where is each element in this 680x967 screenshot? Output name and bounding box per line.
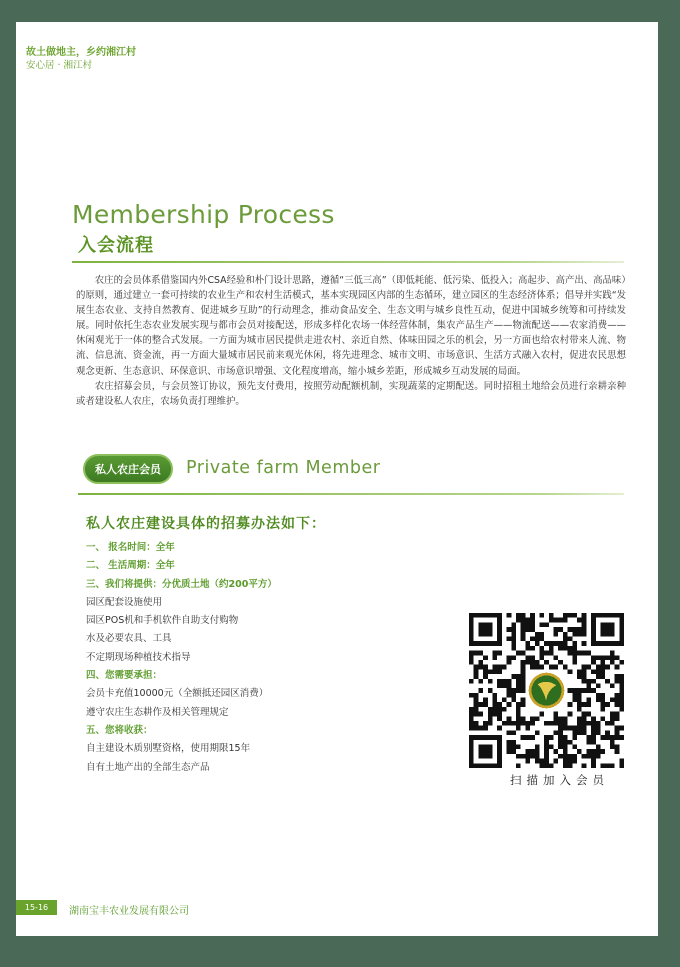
list-item: 五、您将收获： (86, 724, 153, 736)
header-subtitle: 安心居 · 湘江村 (26, 60, 93, 71)
title-divider (72, 261, 624, 263)
page-number: 15-16 (16, 900, 57, 915)
list-item: 会员卡充值10000元（全额抵还园区消费） (86, 688, 269, 700)
recruit-list (86, 539, 446, 777)
intro-paragraph-1: 农庄的会员体系借鉴国内外CSA经验和朴门设计思路，遵循“三低三高”（即低耗能、低污染、低投入；高起步、高产出、高品味）的原则，通过建立一套可持续的农业生产和农村生活模式，基本实现园区内部的生态循环，建立园区的生态经济体系；倡导并实践“发展生态农业、支持自然教育、促进城乡互助”的行动理念，推动食品安全、生态文明与城乡良性互动，促进中国城乡统筹和可持续发展。同时依托生态农业发展实现与都市会员对接配送，形成多样化农场一体经营体制，集农产品生产——物流配送——农家消费——休闲观光于一体的整合式发展。一方面为城市居民提供走进农村、亲近自然、体味田园之乐的机会，另一方面也给农村带来人流、物流、信息流、资金流，再一方面大量城市居民前来观光休闲，将先进理念、城市文明、市场意识、生活方式融入农村，促进农民思想观念更新、生态意识、环保意识、市场意识增强、文化程度增高，缩小城乡差距，形成城乡互动发展的局面。 (76, 275, 626, 377)
section-title-en: Membership Process (72, 200, 335, 229)
list-item: 四、您需要承担： (86, 670, 163, 682)
qr-finder-top-right (591, 613, 624, 646)
qr-finder-top-left (469, 613, 502, 646)
intro-text (76, 273, 626, 409)
recruit-title: 私人农庄建设具体的招募办法如下： (86, 516, 326, 532)
intro-paragraph-2: 农庄招募会员，与会员签订协议，预先支付费用，按照劳动配额机制，实现蔬菜的定期配送。同时招租土地给会员进行亲耕亲种或者建设私人农庄，农场负责打理维护。 (76, 380, 626, 407)
qr-caption: 扫描加入会员 (510, 773, 609, 787)
logo-icon (526, 670, 566, 710)
brochure-page (16, 22, 658, 936)
qr-code[interactable] (469, 613, 624, 768)
list-item: 自有土地产出的全部生态产品 (86, 761, 210, 773)
member-divider (78, 493, 624, 495)
header-slogan: 故土做地主，乡约湘江村 (26, 47, 136, 58)
list-item: 水及必要农具、工具 (86, 633, 172, 645)
list-item: 园区配套设施使用 (86, 596, 163, 608)
member-title-en: Private farm Member (186, 458, 381, 478)
list-item: 一、 报名时间：全年 (86, 542, 175, 553)
list-item: 不定期现场种植技术指导 (86, 651, 191, 663)
list-item: 二、 生活周期：全年 (86, 560, 175, 572)
list-item: 园区POS机和手机软件自助支付购物 (86, 615, 239, 627)
company-name: 湖南宝丰农业发展有限公司 (69, 906, 189, 917)
qr-finder-bottom-left (469, 735, 502, 768)
list-item: 三、我们将提供：分优质土地（约200平方） (86, 578, 277, 590)
list-item: 自主建设木质别墅资格，使用期限15年 (86, 743, 251, 755)
member-badge: 私人农庄会员 (83, 454, 173, 484)
section-title-cn: 入会流程 (78, 235, 154, 256)
list-item: 遵守农庄生态耕作及相关管理规定 (86, 706, 229, 718)
